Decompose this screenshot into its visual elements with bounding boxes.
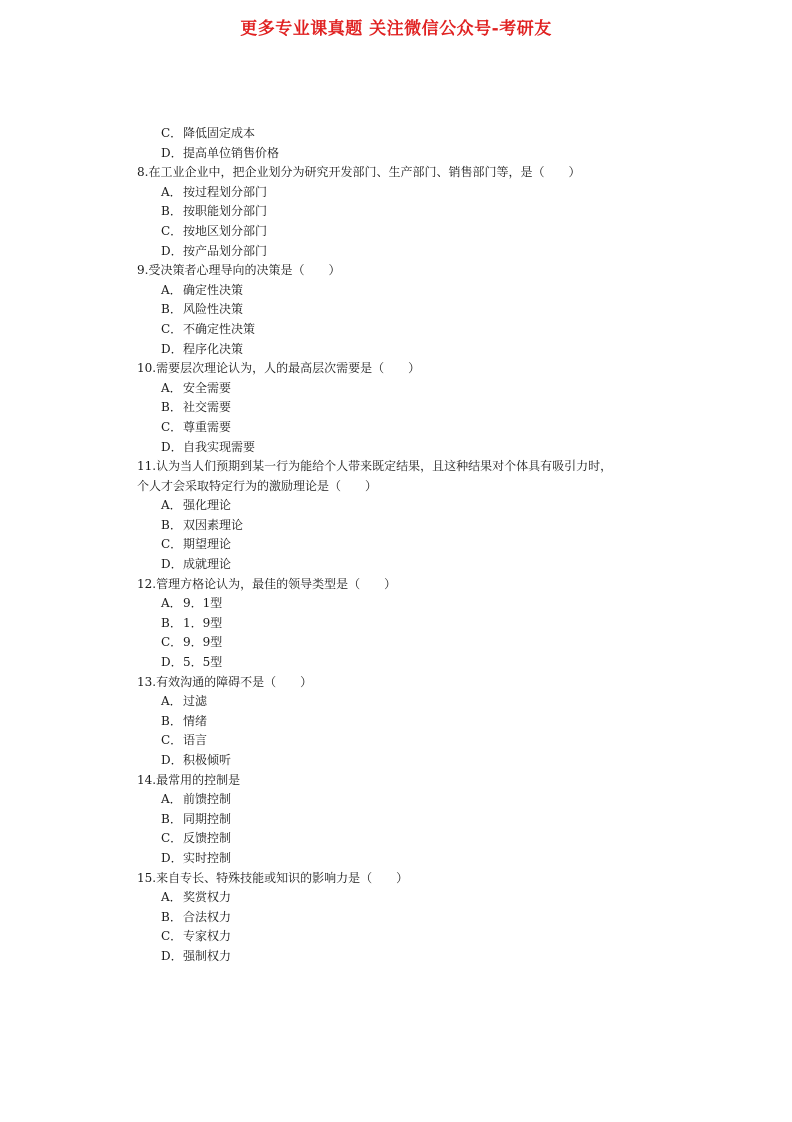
option-text: 反馈控制 [183,831,232,846]
answer-option [137,320,677,340]
option-letter: D． [161,557,183,572]
answer-option [137,242,677,262]
option-text: 情绪 [183,713,208,728]
answer-option [137,653,677,673]
question-stem: 12.管理方格论认为，最佳的领导类型是（ ） [137,576,397,591]
option-text: 按产品划分部门 [183,243,268,258]
option-letter: B． [161,302,182,317]
option-letter: D． [161,145,183,160]
option-text: 9．9型 [183,635,223,650]
question-block [137,163,677,261]
question-stem: 11.认为当人们预期到某一行为能给个人带来既定结果，且这种结果对个体具有吸引力时， [137,459,613,474]
answer-option [137,555,677,575]
answer-option [137,379,677,399]
option-text: 安全需要 [183,380,232,395]
option-letter: C． [161,537,183,552]
option-letter: D． [161,948,183,963]
option-letter: C． [161,223,183,238]
answer-option [137,300,677,320]
option-letter: A． [161,694,182,709]
answer-option [137,516,677,536]
question-stem: 15.来自专长、特殊技能或知识的影响力是（ ） [137,870,409,885]
answer-option [137,927,677,947]
option-text: 期望理论 [183,537,232,552]
answer-option [137,183,677,203]
option-letter: C． [161,635,183,650]
option-letter: A． [161,890,182,905]
option-letter: C． [161,733,183,748]
option-text: 按职能划分部门 [183,204,268,219]
option-letter: C． [161,831,183,846]
answer-option [137,692,677,712]
option-letter: C． [161,419,183,434]
option-text: 成就理论 [183,557,232,572]
question-stem: 13.有效沟通的障碍不是（ ） [137,674,313,689]
answer-option [137,712,677,732]
answer-option [137,829,677,849]
answer-option [137,614,677,634]
option-text: 9．1型 [183,596,223,611]
option-text: 奖赏权力 [183,890,232,905]
answer-option [137,281,677,301]
option-letter: D． [161,753,183,767]
option-text: 按过程划分部门 [183,184,268,199]
option-text: 专家权力 [183,929,232,944]
answer-option [137,535,677,555]
option-text: 强化理论 [183,498,232,513]
option-text: 提高单位销售价格 [183,145,280,160]
question-block [137,359,677,457]
header-banner: 更多专业课真题 关注微信公众号-考研友 [240,19,552,39]
option-letter: A． [161,792,182,807]
option-text: 合法权力 [183,909,232,924]
option-letter: A． [161,596,182,611]
option-text: 确定性决策 [183,282,244,297]
option-text: 尊重需要 [183,419,232,434]
answer-option [137,398,677,418]
option-letter: A． [161,498,182,513]
answer-option [137,222,677,242]
option-letter: C． [161,321,183,336]
option-letter: A． [161,380,182,395]
option-text: 积极倾听 [183,753,232,767]
option-letter: C． [161,126,183,140]
option-letter: B． [161,811,182,826]
question-block [137,124,677,163]
option-letter: D． [161,243,183,258]
question-block [137,673,677,771]
answer-option [137,731,677,751]
option-letter: B． [161,517,182,532]
answer-option [137,790,677,810]
answer-option [137,594,677,614]
answer-option [137,124,677,144]
option-letter: B． [161,615,182,630]
option-text: 降低固定成本 [183,126,256,140]
option-letter: D． [161,850,183,865]
question-block [137,575,677,673]
option-letter: B． [161,713,182,728]
question-block [137,261,677,359]
option-letter: B． [161,909,182,924]
option-text: 不确定性决策 [183,321,256,336]
answer-option [137,908,677,928]
option-text: 强制权力 [183,948,232,963]
answer-option [137,144,677,164]
option-text: 双因素理论 [183,517,244,532]
answer-option [137,849,677,869]
answer-option [137,438,677,458]
answer-option [137,947,677,967]
question-stem: 9.受决策者心理导向的决策是（ ） [137,263,341,278]
option-text: 5．5型 [183,655,223,670]
question-block [137,771,677,869]
option-letter: B． [161,204,182,219]
option-text: 前馈控制 [183,792,232,807]
option-text: 同期控制 [183,811,232,826]
option-letter: D． [161,341,183,356]
option-letter: B． [161,400,182,415]
question-stem: 14.最常用的控制是 [137,772,241,787]
option-text: 实时控制 [183,850,232,865]
option-text: 风险性决策 [183,302,244,317]
option-text: 自我实现需要 [183,439,256,454]
option-text: 按地区划分部门 [183,223,268,238]
answer-option [137,340,677,360]
question-list [137,124,677,967]
option-text: 过滤 [183,694,208,709]
question-stem-continued: 个人才会采取特定行为的激励理论是（ ） [137,478,378,493]
option-text: 语言 [183,733,208,748]
option-letter: D． [161,655,183,670]
question-stem: 8.在工业企业中，把企业划分为研究开发部门、生产部门、销售部门等，是（ ） [137,165,581,180]
question-block [137,457,677,575]
answer-option [137,633,677,653]
option-text: 1．9型 [183,615,223,630]
option-text: 程序化决策 [183,341,244,356]
option-letter: A． [161,282,182,297]
option-letter: C． [161,929,183,944]
answer-option [137,496,677,516]
option-text: 社交需要 [183,400,232,415]
option-letter: D． [161,439,183,454]
question-block [137,869,677,967]
answer-option [137,202,677,222]
option-letter: A． [161,184,182,199]
question-stem: 10.需要层次理论认为，人的最高层次需要是（ ） [137,361,421,376]
answer-option [137,418,677,438]
answer-option [137,751,677,771]
answer-option [137,888,677,908]
answer-option [137,810,677,830]
